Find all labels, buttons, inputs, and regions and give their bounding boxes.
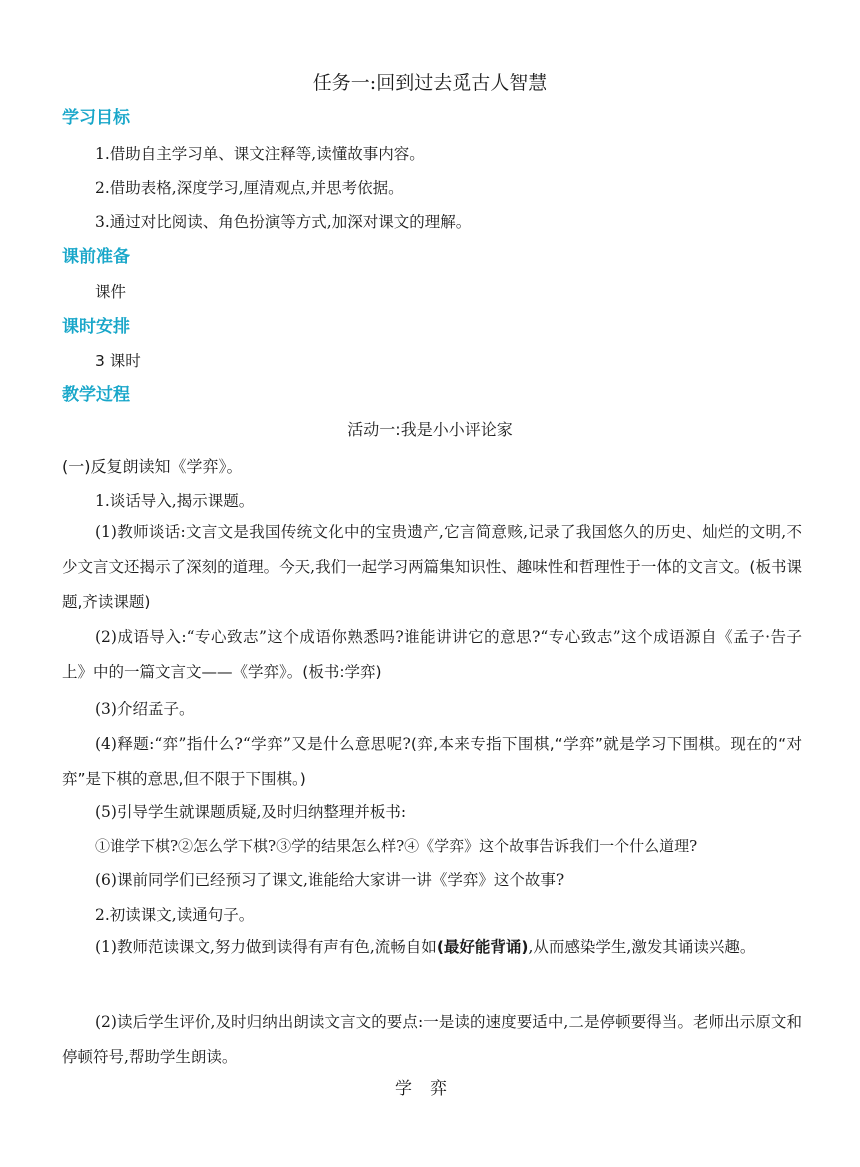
goal-item-2: 2.借助表格,深度学习,厘清观点,并思考依据。	[95, 179, 404, 197]
paragraph-1-text: (1)教师谈话:文言文是我国传统文化中的宝贵遗产,它言简意赅,记录了我国悠久的历史、灿烂的文明,不少文言文还揭示了深刻的道理。今天,我们一起学习两篇集知识性、趣味性和哲理性于一体的文言文。	[62, 523, 802, 576]
prep-text: 课件	[95, 283, 127, 301]
section-heading-goals: 学习目标	[62, 108, 130, 128]
paragraph-4-text: (4)释题:“弈”指什么?“学弈”又是什么意思呢?	[95, 735, 411, 753]
paragraph-7-note: (最好能背诵)	[436, 938, 529, 956]
subsection-heading: (一)反复朗读知《学弈》。	[62, 457, 243, 476]
section-heading-prep: 课前准备	[62, 247, 130, 267]
paragraph-3: (3)介绍孟子。	[95, 700, 195, 718]
step-1-heading: 1.谈话导入,揭示课题。	[95, 492, 255, 510]
poem-title: 学弈	[395, 1079, 465, 1099]
paragraph-1-note: (板书课题,齐读课题)	[62, 558, 802, 611]
paragraph-7-text-a: (1)教师范读课文,努力做到读得有声有色,流畅自如	[95, 938, 437, 956]
question-list: ①谁学下棋?②怎么学下棋?③学的结果怎么样?④《学弈》这个故事告诉我们一个什么道理?	[95, 837, 698, 855]
schedule-text: 3 课时	[95, 352, 141, 370]
section-heading-process: 教学过程	[62, 385, 130, 405]
paragraph-2-text: (2)成语导入:“专心致志”这个成语你熟悉吗?谁能讲讲它的意思?“专心致志”这个成语源自《孟子·告子上》中的一篇文言文——《学弈》。	[62, 628, 802, 681]
paragraph-1	[62, 515, 802, 620]
paragraph-5: (5)引导学生就课题质疑,及时归纳整理并板书:	[95, 803, 407, 821]
paragraph-6: (6)课前同学们已经预习了课文,谁能给大家讲一讲《学弈》这个故事?	[95, 871, 565, 889]
section-heading-schedule: 课时安排	[62, 317, 130, 337]
step-2-heading: 2.初读课文,读通句子。	[95, 906, 255, 924]
paragraph-2	[62, 620, 802, 690]
goal-item-1: 1.借助自主学习单、课文注释等,读懂故事内容。	[95, 145, 425, 163]
paragraph-8: (2)读后学生评价,及时归纳出朗读文言文的要点:一是读的速度要适中,二是停顿要得当。老师出示原文和停顿符号,帮助学生朗读。	[62, 1013, 802, 1066]
goal-item-3: 3.通过对比阅读、角色扮演等方式,加深对课文的理解。	[95, 213, 472, 231]
activity-title: 活动一:我是小小评论家	[347, 420, 513, 439]
paragraph-4	[62, 727, 802, 797]
paragraph-7	[62, 930, 802, 965]
page-title: 任务一:回到过去觅古人智慧	[312, 72, 548, 94]
paragraph-4-note: (弈,本来专指下围棋,“学弈”就是学习下围棋。现在的“对弈”是下棋的意思,但不限于下围棋。)	[62, 735, 802, 788]
paragraph-7-text-b: ,从而感染学生,激发其诵读兴趣。	[528, 938, 756, 956]
paragraph-2-note: (板书:学弈)	[302, 663, 382, 681]
